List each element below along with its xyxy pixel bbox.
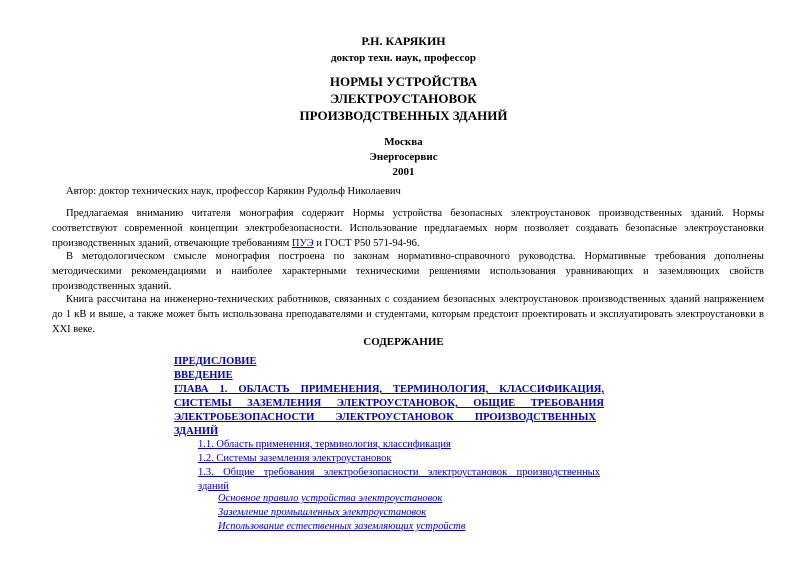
document-title-line-3: ПРОИЗВОДСТВЕННЫХ ЗДАНИЙ — [299, 108, 508, 123]
document-title-line-2: ЭЛЕКТРОУСТАНОВОК — [330, 91, 477, 106]
paragraph-2 — [52, 249, 764, 294]
author-degree: доктор техн. наук, профессор — [330, 52, 476, 64]
toc-chapter-1-line-3[interactable]: ЭЛЕКТРОБЕЗОПАСНОСТИ ЭЛЕКТРОУСТАНОВОК ПРОИЗВОДСТВЕННЫХ — [174, 412, 596, 423]
toc-section-1-3-line-2[interactable]: зданий — [198, 481, 229, 492]
paragraph-3 — [52, 292, 764, 337]
toc-link-section-1-2[interactable]: 1.2. Системы заземления электроустановок — [198, 453, 392, 464]
paragraph-3-text: Книга рассчитана на инженерно-технических работников, связанных с созданием безопасных электроустановок производственных зданий напряжением до 1 кВ и выше, а также может быть использована преподавателями и студентами, которым предстоит проектировать и эксплуатировать электроустановки в XXI веке. — [52, 294, 764, 335]
publisher: Энергосервис — [369, 151, 438, 163]
publication-city: Москва — [384, 136, 423, 148]
paragraph-2-text: В методологическом смысле монография построена по законам нормативно-справочного руководства. Нормативные требования дополнены методическими рекомендациями и наиболее характерными техническими решениями использования уравнивающих и заземляющих свойств производственных зданий. — [52, 251, 764, 292]
toc-chapter-1-line-4[interactable]: ЗДАНИЙ — [174, 426, 219, 437]
document-title-line-1: НОРМЫ УСТРОЙСТВА — [329, 74, 478, 89]
toc-heading: СОДЕРЖАНИЕ — [363, 336, 444, 348]
toc-link-subsection-1[interactable]: Основное правило устройства электроустановок — [218, 493, 443, 504]
paragraph-1 — [52, 206, 764, 251]
paragraph-1-text: Предлагаемая вниманию читателя монография содержит Нормы устройства безопасных электроустановок производственных зданий. Нормы соответствуют современной концепции электробезопасности. Использование предлагаемых норм позволяет создавать безопасные электроустановки производственных зданий, отвечающие требованиям — [52, 208, 764, 249]
paragraph-1-tail: и ГОСТ Р50 571-94-96. — [313, 238, 420, 249]
toc-link-subsection-2[interactable]: Заземление промышленных электроустановок — [218, 507, 427, 518]
toc-link-section-1-1[interactable]: 1.1. Область применения, терминология, классификация — [198, 439, 451, 450]
pue-link[interactable]: ПУЭ — [291, 238, 314, 249]
toc-chapter-1-line-2[interactable]: СИСТЕМЫ ЗАЗЕМЛЕНИЯ ЭЛЕКТРОУСТАНОВОК, ОБЩИЕ ТРЕБОВАНИЯ — [174, 398, 604, 409]
toc-link-introduction[interactable]: ВВЕДЕНИЕ — [174, 370, 233, 381]
toc-section-1-3[interactable] — [198, 466, 600, 494]
author-line: Автор: доктор технических наук, профессор Карякин Рудольф Николаевич — [66, 186, 401, 197]
toc-chapter-1-line-1[interactable]: ГЛАВА 1. ОБЛАСТЬ ПРИМЕНЕНИЯ, ТЕРМИНОЛОГИЯ, КЛАССИФИКАЦИЯ, — [174, 384, 604, 395]
toc-chapter-1[interactable] — [174, 383, 604, 439]
toc-link-foreword[interactable]: ПРЕДИСЛОВИЕ — [174, 356, 257, 367]
publication-year: 2001 — [392, 166, 415, 178]
author-name: Р.Н. КАРЯКИН — [361, 34, 446, 48]
toc-section-1-3-line-1[interactable]: 1.3. Общие требования электробезопасности электроустановок производственных — [198, 467, 600, 478]
toc-link-subsection-3[interactable]: Использование естественных заземляющих устройств — [218, 521, 466, 532]
